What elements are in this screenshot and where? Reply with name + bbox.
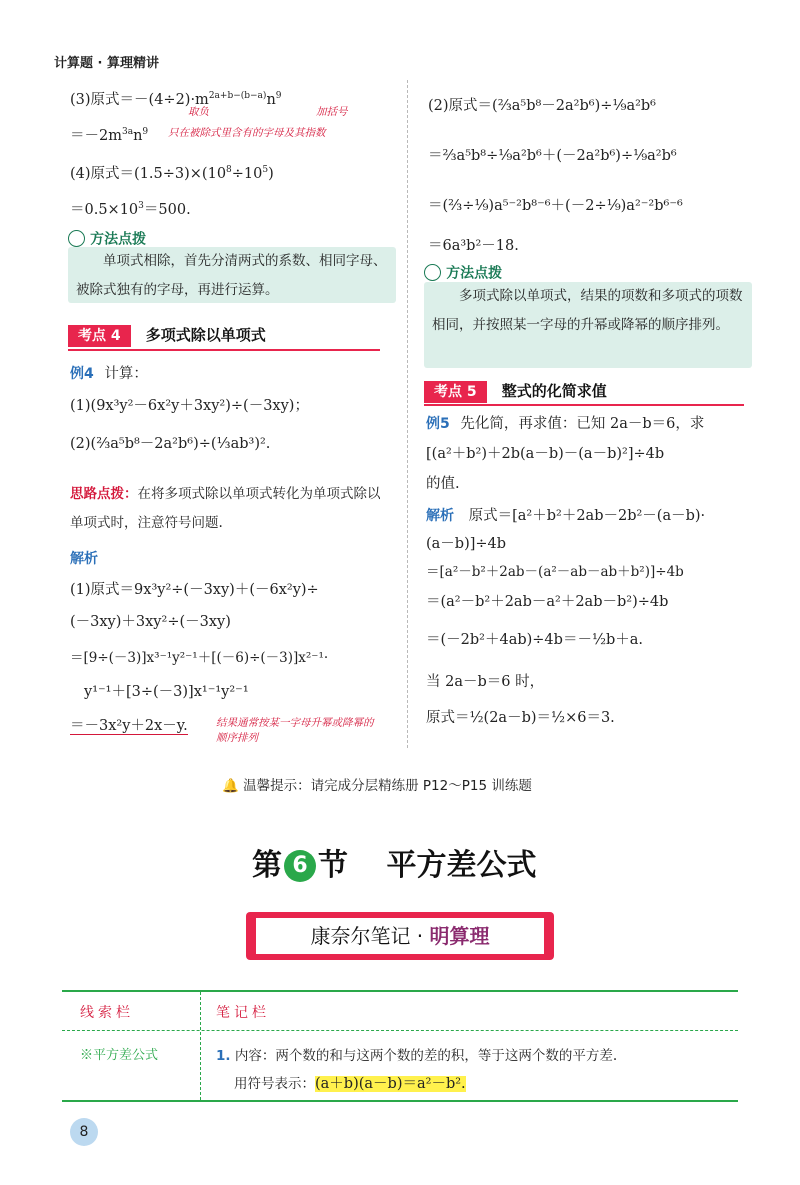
hint-text: 在将多项式除以单项式转化为单项式除以单项式时，注意符号问题. [70,486,381,531]
eg5-line2: [(a²＋b²)＋2b(a－b)－(a－b)²]÷4b [426,446,665,462]
method-1-text: 单项式相除，首先分清两式的系数、相同字母、被除式独有的字母，再进行运算。 [76,253,387,298]
hint-title: 思路点拨： [70,486,138,502]
sol5-line5: ＝(－2b²＋4ab)÷4b＝－½b＋a. [426,632,644,648]
kd5-heading [424,380,744,401]
q3-note-sign: 取负 [188,106,209,118]
q2-line2: ＝⅔a⁵b⁸÷⅑a²b⁶＋(－2a²b⁶)÷⅑a²b⁶ [428,148,677,164]
notes-col-divider [200,992,201,1100]
q4-line1: (4)原式$=(1.5\div 3)\times(10^8\div 10^5)$ [70,165,274,182]
solution-title-right: 解析 [426,508,454,524]
q2-line1: (2)原式＝(⅔a⁵b⁸－2a²b⁶)÷⅑a²b⁶ [428,98,656,114]
eg5-line3: 的值. [426,476,460,492]
bulb-icon [424,264,441,281]
method-box-1 [68,247,396,303]
eg5-q1: 先化简，再求值：已知 2a－b＝6，求 [460,416,705,432]
q3-note2: 只在被除式里含有的字母及其指数 [168,127,326,139]
cornell-banner-inner: 康奈尔笔记 · 明算理 [256,918,544,954]
kd4-title: 多项式除以单项式 [145,326,266,344]
kd4-underline [68,349,380,351]
eg5-line1 [426,414,704,434]
sol5-line4: ＝(a²－b²＋2ab－a²＋2ab－b²)÷4b [426,594,669,610]
page-header-title: 计算题 · 算理精讲 [54,56,159,71]
sol-line-5: ＝－3x²y＋2x－y. [70,718,188,734]
notes-top-rule [62,990,738,992]
notes-column-header: 笔记栏 [216,1005,270,1021]
notes-head-rule [62,1030,738,1031]
q3-line1: (3)原式$=-(4\div 2)\cdot m^{2a+b-(b-a)}n^9$ [70,91,282,108]
kd4-heading [68,324,380,345]
section-name: 平方差公式 [386,848,537,883]
kd5-tag: 考点 5 [424,381,487,403]
eg4-prompt: 计算： [104,366,148,382]
note-item-1: 1. 内容：两个数的和与这两个数的差的积，等于这两个数的平方差. 用符号表示：(a＋b)(a－b)＝a²－b². [216,1048,618,1092]
formula-highlight: (a＋b)(a－b)＝a²－b². [315,1076,466,1092]
sol5-line2: (a－b)]÷4b [426,536,507,552]
method-box-1-header [68,228,146,249]
q3-note-bracket: 加括号 [316,106,348,118]
tip-text: 温馨提示：请完成分层精练册 P12～P15 训练题 [243,778,532,794]
method-box-2 [424,282,752,368]
kd5-underline [424,404,744,406]
eg4-question [70,364,148,384]
method-1-title: 方法点拨 [90,231,147,248]
sol-line-1: (1)原式＝9x³y²÷(－3xy)＋(－6x²y)÷ [70,582,319,598]
page-number: 8 [70,1118,98,1146]
method-2-text: 多项式除以单项式，结果的项数和多项式的项数相同，并按照某一字母的升幂或降幂的顺序排列。 [432,288,743,333]
sol5-line1: 解析 原式＝[a²＋b²＋2ab－2b²－(a－b)· [426,508,706,524]
q3-line2: $=-2m^{3a}n^9$ [70,127,149,144]
tip-line [222,774,532,794]
method-box-2-header [424,262,502,283]
q2-line4: ＝6a³b²－18. [428,238,519,254]
q4-line2: $=0.5\times 10^3=500$. [70,201,191,218]
eg4-part1: (1)(9x³y²－6x²y＋3xy²)÷(－3xy)； [70,398,309,414]
column-divider [407,80,408,748]
clue-text: ※平方差公式 [80,1048,159,1063]
eg5-tag: 例5 [426,416,450,432]
bulb-icon [68,230,85,247]
kd5-title: 整式的化简求值 [501,382,607,400]
sol-note: 结果通常按某一字母升幂或降幂的顺序排列 [216,717,374,744]
sol5-line6: 当 2a－b＝6 时， [426,674,545,690]
eg4-part2: (2)(⅔a⁵b⁸－2a²b⁶)÷(⅓ab³)². [70,436,271,452]
sol-line-3: ＝[9÷(－3)]x³⁻¹y²⁻¹＋[(－6)÷(－3)]x²⁻¹· [70,650,329,666]
section-number-badge: 6 [284,850,316,882]
sol-line-2: (－3xy)＋3xy²÷(－3xy) [70,614,231,630]
hint-block [70,480,385,538]
kd4-tag: 考点 4 [68,325,131,347]
solution-title-left: 解析 [70,551,98,567]
section-title: 第 6 节 平方差公式 [252,848,537,883]
clue-column-header: 线索栏 [80,1005,134,1021]
sol-line-4: y¹⁻¹＋[3÷(－3)]x¹⁻¹y²⁻¹ [84,684,249,700]
notes-bottom-rule [62,1100,738,1102]
sol5-line3: ＝[a²－b²＋2ab－(a²－ab－ab＋b²)]÷4b [426,564,684,580]
sol5-line7: 原式＝½(2a－b)＝½×6＝3. [426,710,615,726]
method-2-title: 方法点拨 [446,265,503,282]
q2-line3: ＝(⅔÷⅑)a⁵⁻²b⁸⁻⁶＋(－2÷⅑)a²⁻²b⁶⁻⁶ [428,198,683,214]
eg4-tag: 例4 [70,366,94,382]
bell-icon: 🔔 [222,778,239,794]
